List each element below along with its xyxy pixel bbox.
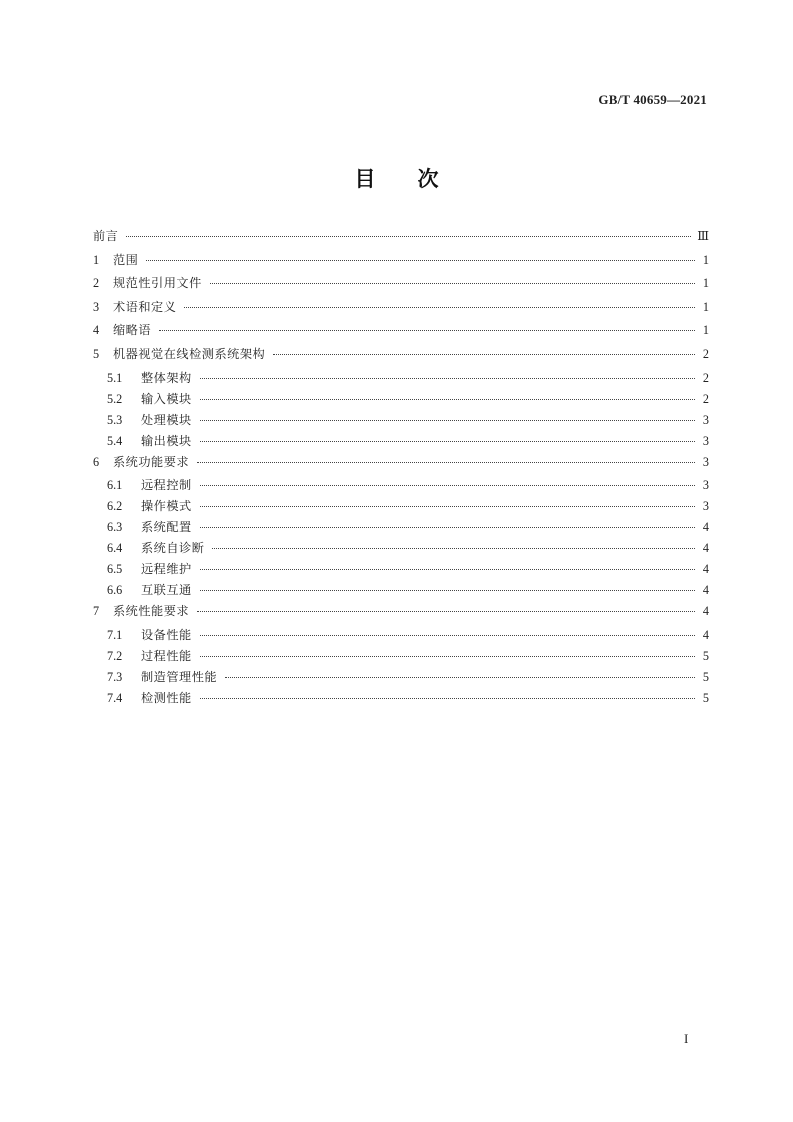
toc-entry[interactable] bbox=[93, 251, 709, 275]
standard-code: GB/T 40659—2021 bbox=[598, 92, 707, 107]
toc-entry-label: 术语和定义 bbox=[113, 299, 177, 314]
toc-entry-number: 4 bbox=[93, 323, 100, 338]
toc-entry-page: 5 bbox=[702, 669, 709, 684]
toc-entry-page: 2 bbox=[702, 391, 709, 406]
toc-entry-page: 4 bbox=[702, 627, 709, 642]
toc-entry-label: 范围 bbox=[113, 252, 139, 267]
toc-entry[interactable] bbox=[93, 369, 709, 390]
toc-entry-page: 4 bbox=[702, 520, 709, 535]
dot-leader bbox=[184, 307, 695, 308]
toc-entry-label: 过程性能 bbox=[141, 648, 192, 663]
toc-entry[interactable] bbox=[93, 321, 709, 345]
toc-entry[interactable] bbox=[93, 411, 709, 432]
toc-entry[interactable] bbox=[93, 345, 709, 369]
dot-leader bbox=[200, 420, 695, 421]
toc-entry-page: 3 bbox=[702, 499, 709, 514]
toc-entry-page: 2 bbox=[702, 370, 709, 385]
toc-entry-number: 5.2 bbox=[107, 391, 123, 406]
page-title: 目次 bbox=[354, 167, 481, 191]
toc-entry-label: 设备性能 bbox=[141, 627, 192, 642]
toc-entry-page: 5 bbox=[702, 648, 709, 663]
toc-entry-label: 系统配置 bbox=[141, 520, 192, 535]
toc-entry-number: 6.3 bbox=[107, 520, 123, 535]
toc-entry[interactable] bbox=[93, 626, 709, 647]
dot-leader bbox=[200, 569, 695, 570]
dot-leader bbox=[200, 506, 695, 507]
dot-leader bbox=[146, 260, 695, 261]
toc-entry-number: 1 bbox=[93, 252, 100, 267]
toc-entry-page: 1 bbox=[702, 323, 709, 338]
dot-leader bbox=[200, 485, 695, 486]
toc-entry[interactable] bbox=[93, 227, 709, 251]
dot-leader bbox=[212, 548, 695, 549]
toc-entry-number: 6.1 bbox=[107, 478, 123, 493]
toc-entry-page: 3 bbox=[702, 412, 709, 427]
toc-entry-page: 1 bbox=[702, 276, 709, 291]
toc-entry-number: 6 bbox=[93, 454, 100, 469]
toc-entry[interactable] bbox=[93, 298, 709, 322]
dot-leader bbox=[200, 441, 695, 442]
dot-leader bbox=[200, 378, 695, 379]
toc-entry-label: 前言 bbox=[93, 229, 119, 243]
toc-entry[interactable] bbox=[93, 476, 709, 497]
dot-leader bbox=[210, 283, 695, 284]
toc-entry-label: 系统自诊断 bbox=[141, 541, 205, 556]
dot-leader bbox=[159, 330, 695, 331]
dot-leader bbox=[200, 656, 695, 657]
toc-entry-page: 4 bbox=[702, 604, 709, 619]
toc-entry[interactable] bbox=[93, 274, 709, 298]
toc-entry-label: 系统性能要求 bbox=[113, 604, 190, 619]
toc-entry-label: 输出模块 bbox=[141, 433, 192, 448]
toc-entry[interactable] bbox=[93, 518, 709, 539]
toc-entry-label: 远程控制 bbox=[141, 478, 192, 493]
toc-entry-number: 5.3 bbox=[107, 412, 123, 427]
toc-entry-number: 7.2 bbox=[107, 648, 123, 663]
dot-leader bbox=[197, 462, 695, 463]
toc-entry-label: 远程维护 bbox=[141, 562, 192, 577]
toc-entry[interactable] bbox=[93, 390, 709, 411]
toc-entry[interactable] bbox=[93, 602, 709, 626]
toc-entry-page: 5 bbox=[702, 690, 709, 705]
toc-entry-page: 2 bbox=[702, 346, 709, 361]
toc-entry-number: 2 bbox=[93, 276, 100, 291]
toc-entry-page: 1 bbox=[702, 252, 709, 267]
toc-entry-page: 4 bbox=[702, 583, 709, 598]
toc-entry-label: 规范性引用文件 bbox=[113, 276, 202, 291]
toc-entry-label: 机器视觉在线检测系统架构 bbox=[113, 346, 266, 361]
toc-entry-number: 7.4 bbox=[107, 690, 123, 705]
toc-entry-page: Ⅲ bbox=[697, 229, 709, 243]
dot-leader bbox=[273, 354, 695, 355]
toc-entry-label: 处理模块 bbox=[141, 412, 192, 427]
toc-entry[interactable] bbox=[93, 453, 709, 477]
dot-leader bbox=[200, 527, 695, 528]
toc-entry-label: 互联互通 bbox=[141, 583, 192, 598]
dot-leader bbox=[197, 611, 695, 612]
toc-entry-label: 检测性能 bbox=[141, 690, 192, 705]
toc-entry[interactable] bbox=[93, 689, 709, 710]
toc-entry-number: 6.4 bbox=[107, 541, 123, 556]
toc-entry[interactable] bbox=[93, 647, 709, 668]
toc-entry-number: 7.1 bbox=[107, 627, 123, 642]
toc-entry[interactable] bbox=[93, 539, 709, 560]
toc-entry-label: 输入模块 bbox=[141, 391, 192, 406]
toc-entry-number: 3 bbox=[93, 299, 100, 314]
dot-leader bbox=[200, 635, 695, 636]
toc-entry-page: 4 bbox=[702, 562, 709, 577]
toc-entry-page: 1 bbox=[702, 299, 709, 314]
dot-leader bbox=[200, 590, 695, 591]
toc-entry-label: 制造管理性能 bbox=[141, 669, 218, 684]
toc-entry[interactable] bbox=[93, 432, 709, 453]
toc-entry-number: 5.1 bbox=[107, 370, 123, 385]
toc-entry[interactable] bbox=[93, 668, 709, 689]
toc-entry[interactable] bbox=[93, 560, 709, 581]
dot-leader bbox=[225, 677, 695, 678]
toc-entry-number: 7.3 bbox=[107, 669, 123, 684]
table-of-contents bbox=[93, 227, 709, 710]
toc-entry-number: 5.4 bbox=[107, 433, 123, 448]
toc-entry[interactable] bbox=[93, 581, 709, 602]
toc-entry-page: 3 bbox=[702, 478, 709, 493]
toc-entry-number: 7 bbox=[93, 604, 100, 619]
dot-leader bbox=[126, 236, 691, 237]
toc-entry-label: 缩略语 bbox=[113, 323, 152, 338]
page-number: I bbox=[684, 1031, 689, 1046]
dot-leader bbox=[200, 698, 695, 699]
toc-entry-page: 3 bbox=[702, 454, 709, 469]
toc-entry[interactable] bbox=[93, 497, 709, 518]
toc-entry-label: 操作模式 bbox=[141, 499, 192, 514]
toc-entry-number: 6.6 bbox=[107, 583, 123, 598]
toc-entry-label: 整体架构 bbox=[141, 370, 192, 385]
toc-entry-number: 6.5 bbox=[107, 562, 123, 577]
toc-entry-page: 4 bbox=[702, 541, 709, 556]
toc-entry-page: 3 bbox=[702, 433, 709, 448]
toc-entry-number: 5 bbox=[93, 346, 100, 361]
dot-leader bbox=[200, 399, 695, 400]
toc-entry-number: 6.2 bbox=[107, 499, 123, 514]
toc-entry-label: 系统功能要求 bbox=[113, 454, 190, 469]
